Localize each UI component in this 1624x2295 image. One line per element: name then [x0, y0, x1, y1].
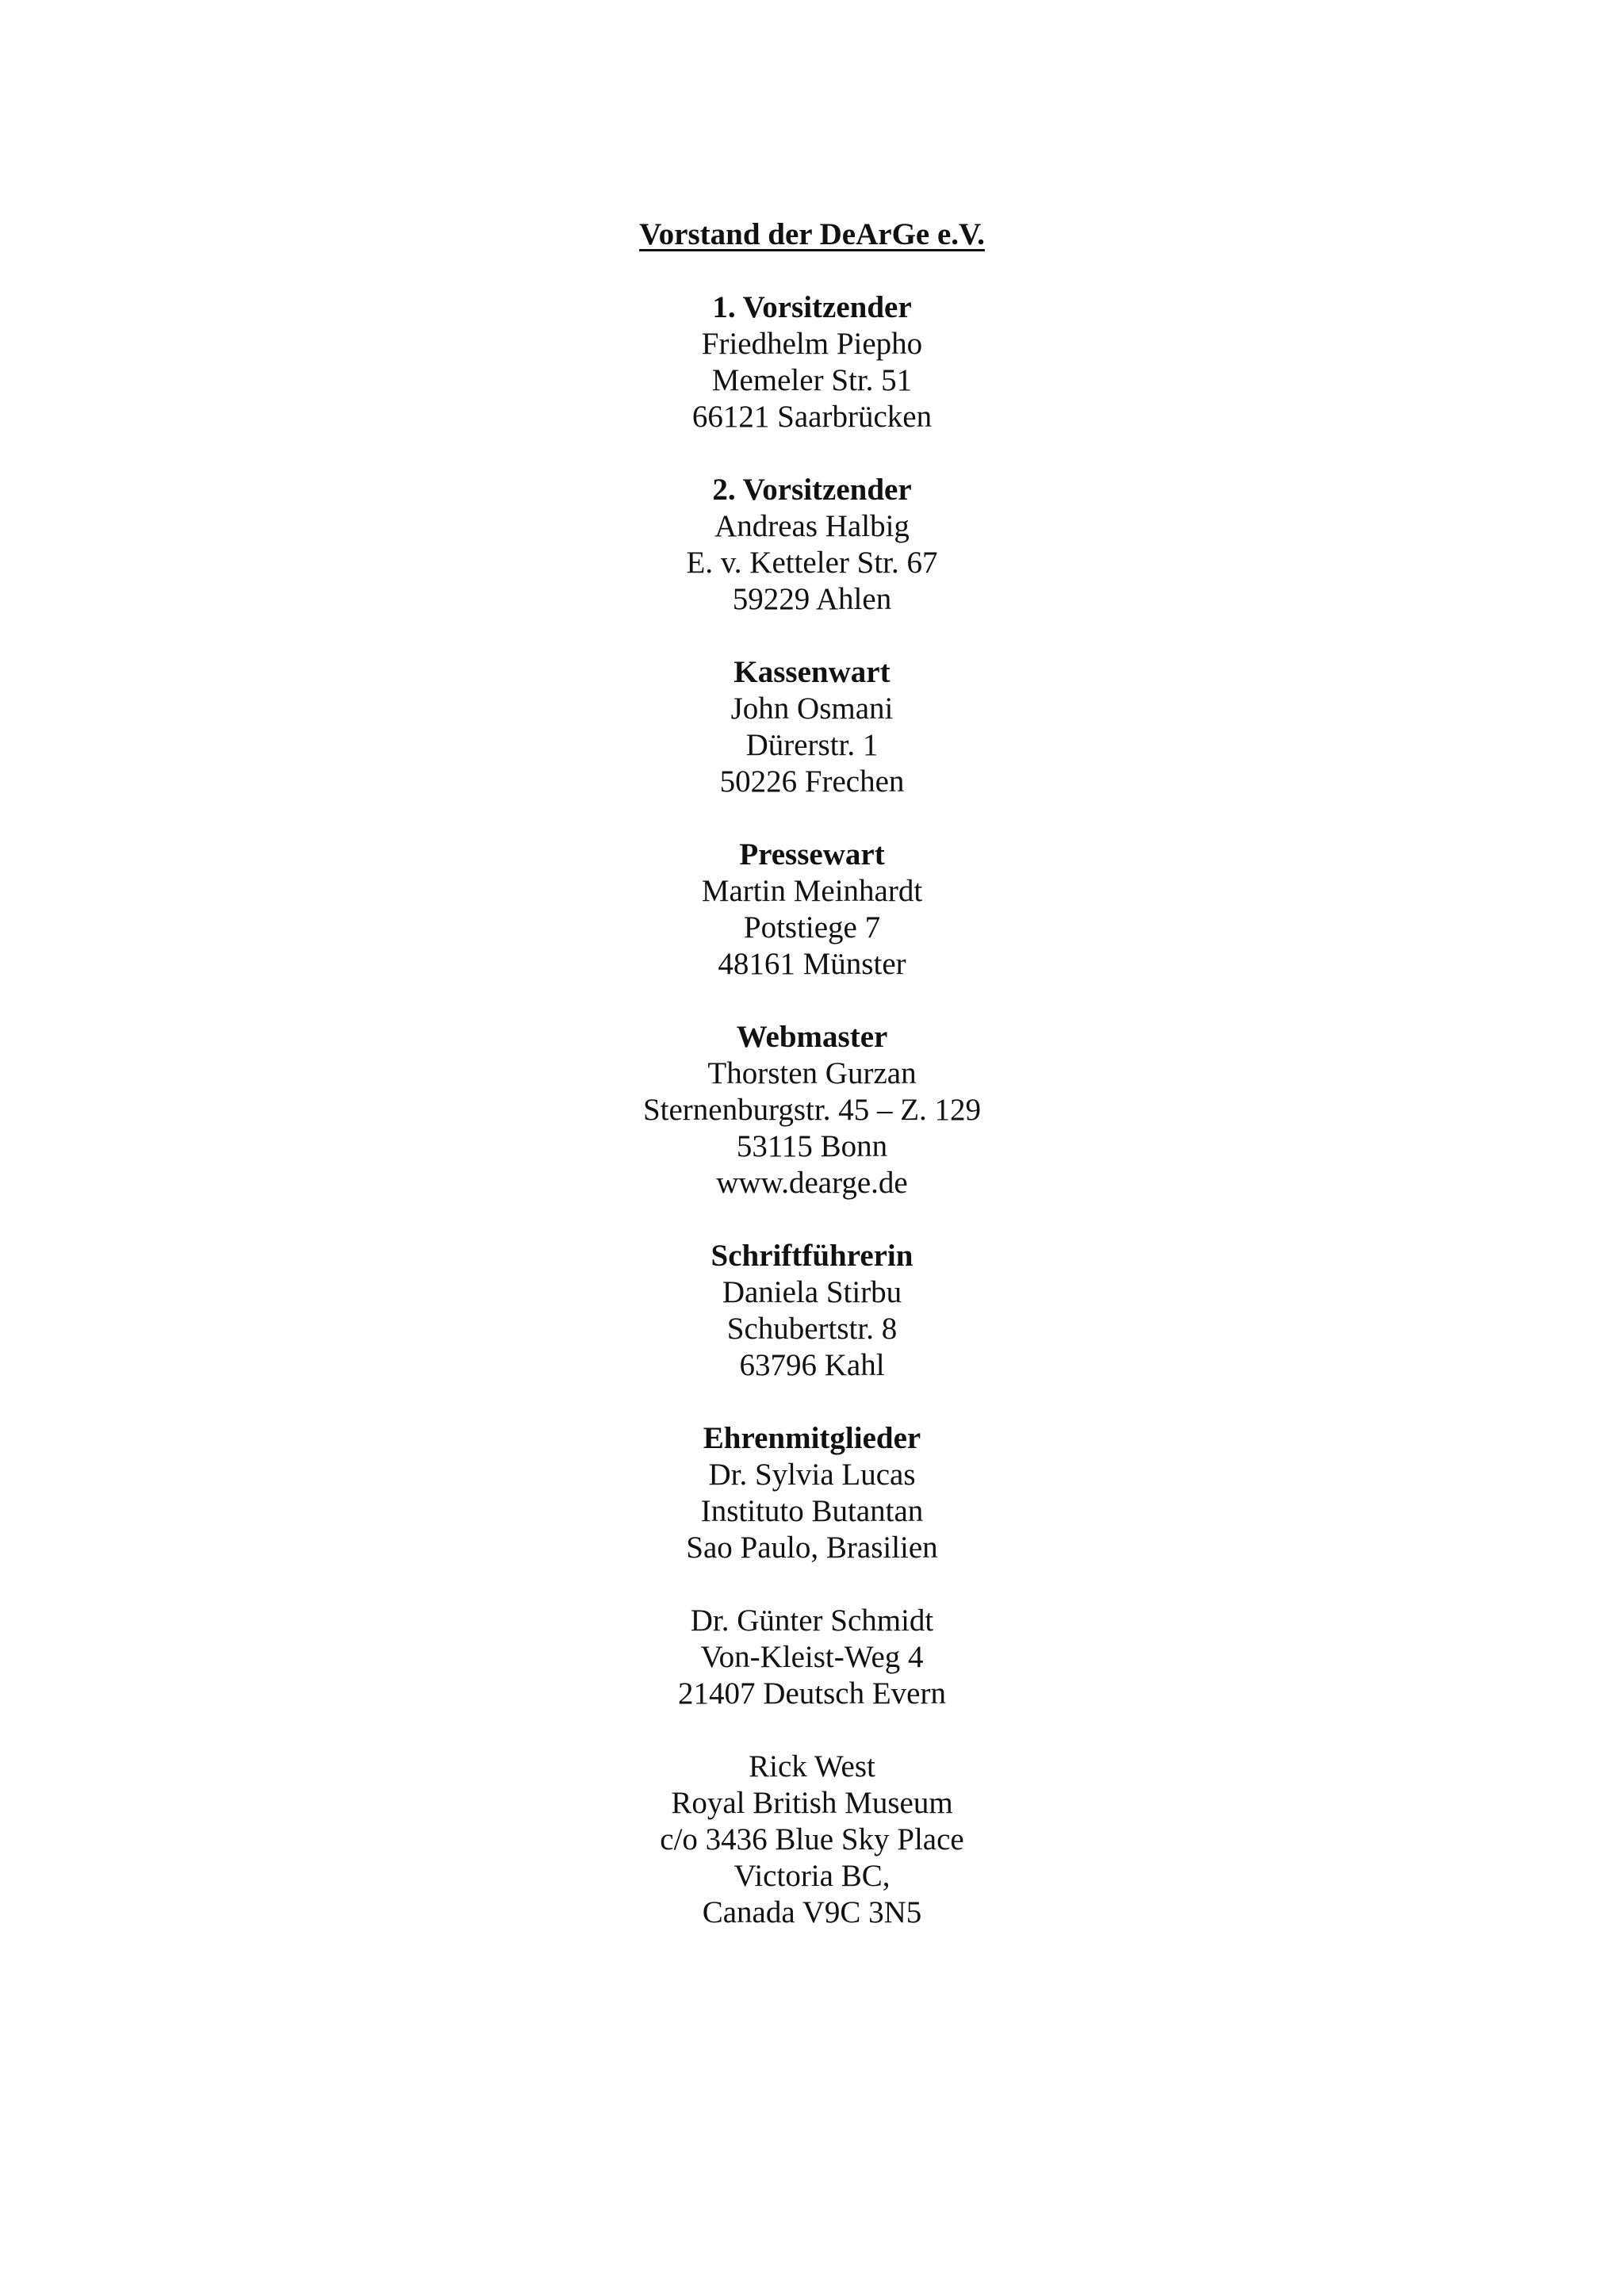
section-first-chair	[0, 289, 1624, 435]
section-heading: Kassenwart	[733, 655, 891, 689]
document-title: Vorstand der DeArGe e.V.	[639, 217, 985, 251]
person-name: Dr. Günter Schmidt	[690, 1603, 934, 1638]
address-city: 53115 Bonn	[736, 1129, 888, 1163]
address-city: Victoria BC,	[733, 1859, 891, 1893]
person-name: Thorsten Gurzan	[707, 1056, 917, 1090]
section-second-chair	[0, 472, 1624, 618]
board-listing	[0, 216, 1624, 1931]
spacer	[0, 1566, 1624, 1603]
address-city: 66121 Saarbrücken	[691, 400, 933, 434]
person-name: Daniela Stirbu	[722, 1275, 902, 1309]
address-city: Sao Paulo, Brasilien	[686, 1531, 938, 1565]
address-city: 48161 Münster	[718, 947, 906, 981]
address-city: 21407 Deutsch Evern	[678, 1676, 946, 1711]
address-street: Memeler Str. 51	[711, 363, 913, 397]
section-honorary-members	[0, 1420, 1624, 1566]
address-city: 50226 Frechen	[719, 764, 905, 799]
section-treasurer	[0, 654, 1624, 800]
address-street: Potstiege 7	[743, 910, 881, 944]
person-name: Rick West	[749, 1749, 875, 1784]
address-city: 63796 Kahl	[739, 1348, 885, 1382]
address-street: Schubertstr. 8	[726, 1312, 898, 1346]
spacer	[0, 435, 1624, 472]
website-url: www.dearge.de	[716, 1166, 908, 1200]
section-webmaster	[0, 1019, 1624, 1201]
person-name: John Osmani	[730, 692, 894, 726]
address-street: Dürerstr. 1	[745, 728, 879, 762]
address-city: 59229 Ahlen	[732, 582, 892, 616]
section-heading: 2. Vorsitzender	[712, 473, 912, 507]
section-heading: 1. Vorsitzender	[712, 290, 912, 324]
section-secretary	[0, 1238, 1624, 1384]
address-institution: Royal British Museum	[671, 1786, 953, 1820]
honorary-member-entry	[0, 1749, 1624, 1931]
spacer	[0, 1384, 1624, 1420]
address-street: E. v. Ketteler Str. 67	[686, 546, 938, 580]
person-name: Andreas Halbig	[714, 509, 910, 543]
section-heading: Ehrenmitglieder	[703, 1421, 921, 1455]
spacer	[0, 253, 1624, 289]
spacer	[0, 800, 1624, 837]
section-heading: Pressewart	[739, 837, 885, 872]
section-heading: Webmaster	[736, 1020, 888, 1054]
address-country: Canada V9C 3N5	[702, 1895, 922, 1929]
address-street: Von-Kleist-Weg 4	[700, 1640, 924, 1674]
person-name: Martin Meinhardt	[701, 874, 923, 908]
section-heading: Schriftführerin	[710, 1239, 914, 1273]
spacer	[0, 983, 1624, 1019]
spacer	[0, 618, 1624, 654]
address-street: Sternenburgstr. 45 – Z. 129	[642, 1093, 982, 1127]
spacer	[0, 1712, 1624, 1749]
address-street: c/o 3436 Blue Sky Place	[660, 1822, 964, 1856]
section-press-officer	[0, 837, 1624, 983]
address-institution: Instituto Butantan	[700, 1494, 924, 1528]
spacer	[0, 1201, 1624, 1238]
person-name: Dr. Sylvia Lucas	[708, 1458, 916, 1492]
honorary-member-entry	[0, 1603, 1624, 1712]
person-name: Friedhelm Piepho	[701, 327, 923, 361]
